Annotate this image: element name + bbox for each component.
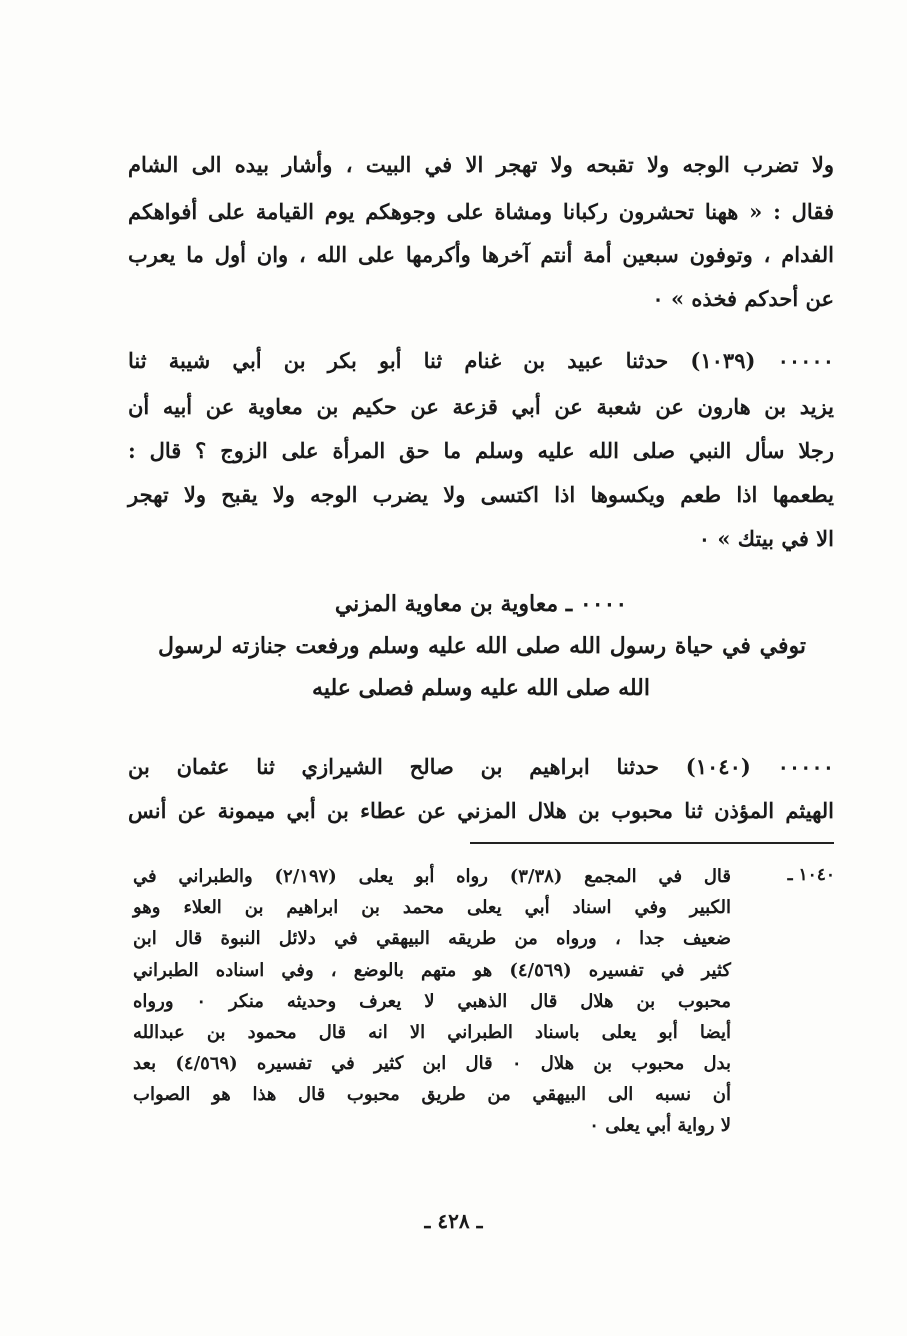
section-heading-subtitle: توفي في حياة رسول الله صلى الله عليه وسلم ورفعت جنازته لرسول xyxy=(158,633,806,659)
text-line: عن أحدكم فخذه » ٠ xyxy=(652,286,834,311)
hadith-1040-line: ٠٠٠٠٠ (١٠٤٠) حدثنا ابراهيم بن صالح الشيرازي ثنا عثمان بن xyxy=(128,754,834,779)
text-line: الهيثم المؤذن ثنا محبوب بن هلال المزني عن عطاء بن أبي ميمونة عن أنس xyxy=(128,798,834,823)
footnote-divider xyxy=(470,842,834,844)
footnote-line: أن نسبه الى البيهقي من طريق محبوب قال هذا هو الصواب xyxy=(133,1084,731,1105)
text-line: يطعمها اذا طعم ويكسوها اذا اكتسى ولا يضرب الوجه ولا يقبح ولا تهجر xyxy=(128,482,834,507)
section-heading-subtitle: الله صلى الله عليه وسلم فصلى عليه xyxy=(312,675,650,701)
section-heading-title: ٠٠٠٠ ـ معاوية بن معاوية المزني xyxy=(334,591,628,617)
text-line: رجلا سأل النبي صلى الله عليه وسلم ما حق المرأة على الزوج ؟ قال : xyxy=(128,438,834,463)
footnote-line: كثير في تفسيره (٤/٥٦٩) هو متهم بالوضع ، وفي اسناده الطبراني xyxy=(133,960,731,981)
text-line: الا في بيتك » ٠ xyxy=(698,526,834,551)
footnote-line: الكبير وفي اسناد أبي يعلى محمد بن ابراهيم بن العلاء وهو xyxy=(133,897,731,918)
footnote-line: أيضا أبو يعلى باسناد الطبراني الا انه قال محمود بن عبدالله xyxy=(133,1022,731,1043)
footnote-line: ضعيف جدا ، ورواه من طريقه البيهقي في دلائل النبوة قال ابن xyxy=(133,928,731,949)
footnote-line: لا رواية أبي يعلى ٠ xyxy=(589,1115,731,1136)
footnote-line: محبوب بن هلال قال الذهبي لا يعرف وحديثه منكر ٠ ورواه xyxy=(133,991,731,1012)
text-line: يزيد بن هارون عن شعبة عن أبي قزعة عن حكيم بن معاوية عن أبيه أن xyxy=(128,394,834,419)
footnote-number: ١٠٤٠ ـ xyxy=(787,865,835,885)
page-number: ـ ٤٢٨ ـ xyxy=(424,1209,483,1233)
text-line: ولا تضرب الوجه ولا تقبحه ولا تهجر الا في البيت ، وأشار بيده الى الشام xyxy=(128,152,834,177)
text-line: فقال : « ههنا تحشرون ركبانا ومشاة على وجوهكم يوم القيامة على أفواهكم xyxy=(128,199,834,224)
hadith-1039-line: ٠٠٠٠٠ (١٠٣٩) حدثنا عبيد بن غنام ثنا أبو بكر بن أبي شيبة ثنا xyxy=(128,348,834,373)
footnote-line: قال في المجمع (٣/٣٨) رواه أبو يعلى (٢/١٩٧) والطبراني في xyxy=(133,866,731,887)
text-line: الفدام ، وتوفون سبعين أمة أنتم آخرها وأكرمها على الله ، وان أول ما يعرب xyxy=(128,242,834,267)
footnote-line: بدل محبوب بن هلال ٠ قال ابن كثير في تفسيره (٤/٥٦٩) بعد xyxy=(133,1053,732,1074)
